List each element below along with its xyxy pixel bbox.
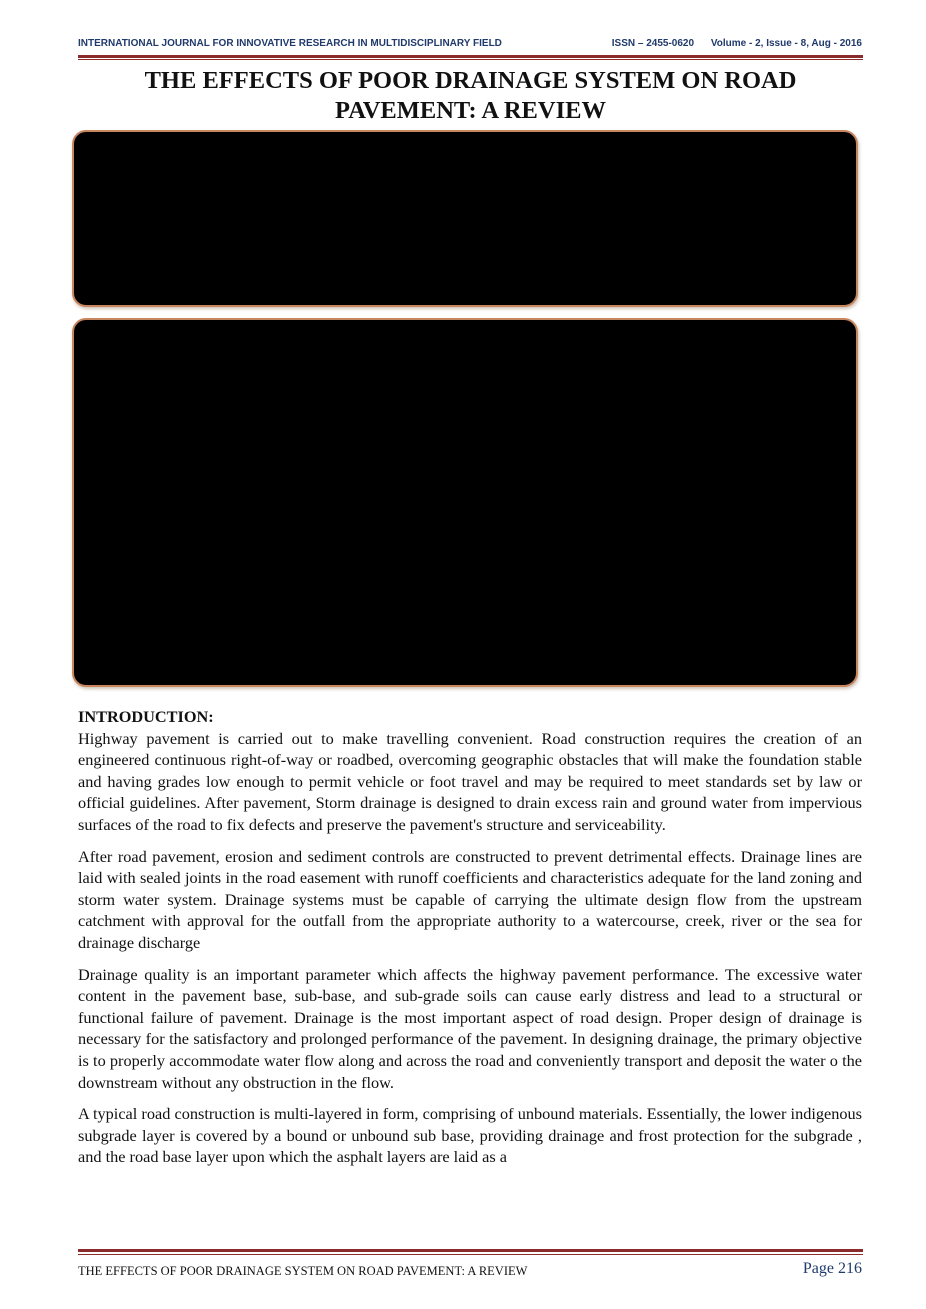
- journal-name: INTERNATIONAL JOURNAL FOR INNOVATIVE RESEARCH IN MULTIDISCIPLINARY FIELD: [78, 38, 502, 49]
- paragraph: A typical road construction is multi-layered in form, comprising of unbound materials. Essentially, the lower indigenous subgrade layer is covered by a bound or unbound sub base, providing drainage and frost protection for the subgrade , and the road base layer upon which the asphalt layers are laid as a: [78, 1104, 862, 1167]
- footer-rule: [78, 1249, 863, 1255]
- header-rule: [78, 55, 863, 60]
- footer-title: THE EFFECTS OF POOR DRAINAGE SYSTEM ON ROAD PAVEMENT: A REVIEW: [78, 1264, 528, 1278]
- running-header: [78, 38, 862, 49]
- paragraph: Drainage quality is an important parameter which affects the highway pavement performance. The excessive water content in the pavement base, sub-base, and sub-grade soils can cause early distress and lead to a structural or functional failure of pavement. Drainage is the most important aspect of road design. Proper design of drainage is necessary for the satisfactory and prolonged performance of the pavement. In designing drainage, the primary objective is to properly accommodate water flow along and across the road and conveniently transport and deposit the water o the downstream without any obstruction in the flow.: [78, 964, 862, 1092]
- title-line-1: THE EFFECTS OF POOR DRAINAGE SYSTEM ON ROAD: [144, 67, 797, 94]
- title-line-2: PAVEMENT: A REVIEW: [335, 97, 606, 124]
- redacted-abstract-box: [72, 318, 858, 687]
- volume-issue: Volume - 2, Issue - 8, Aug - 2016: [710, 38, 862, 49]
- section-heading-introduction: INTRODUCTION:: [78, 707, 214, 726]
- paragraph: After road pavement, erosion and sediment controls are constructed to prevent detrimental effects. Drainage lines are laid with sealed joints in the road easement with runoff coefficients and characteristics adequate for the land zoning and storm water system. Drainage systems must be capable of carrying the ultimate design flow from the upstream catchment with approval for the outfall from the appropriate authority to a watercourse, creek, river or the sea for drainage discharge: [78, 846, 862, 952]
- journal-meta: [598, 38, 862, 49]
- article-body: [78, 706, 862, 1178]
- paper-title: [78, 66, 863, 126]
- page-number: Page 216: [802, 1260, 862, 1277]
- redacted-author-box: [72, 130, 858, 307]
- paragraph: Highway pavement is carried out to make travelling convenient. Road construction requires the creation of an engineered continuous right-of-way or roadbed, overcoming geographic obstacles that will make the foundation stable and having grades low enough to permit vehicle or foot travel and may be required to meet standards set by law or official guidelines. After pavement, Storm drainage is designed to drain excess rain and ground water from impervious surfaces of the road to fix defects and preserve the pavement's structure and serviceability.: [78, 728, 862, 834]
- issn: ISSN – 2455-0620: [611, 38, 695, 49]
